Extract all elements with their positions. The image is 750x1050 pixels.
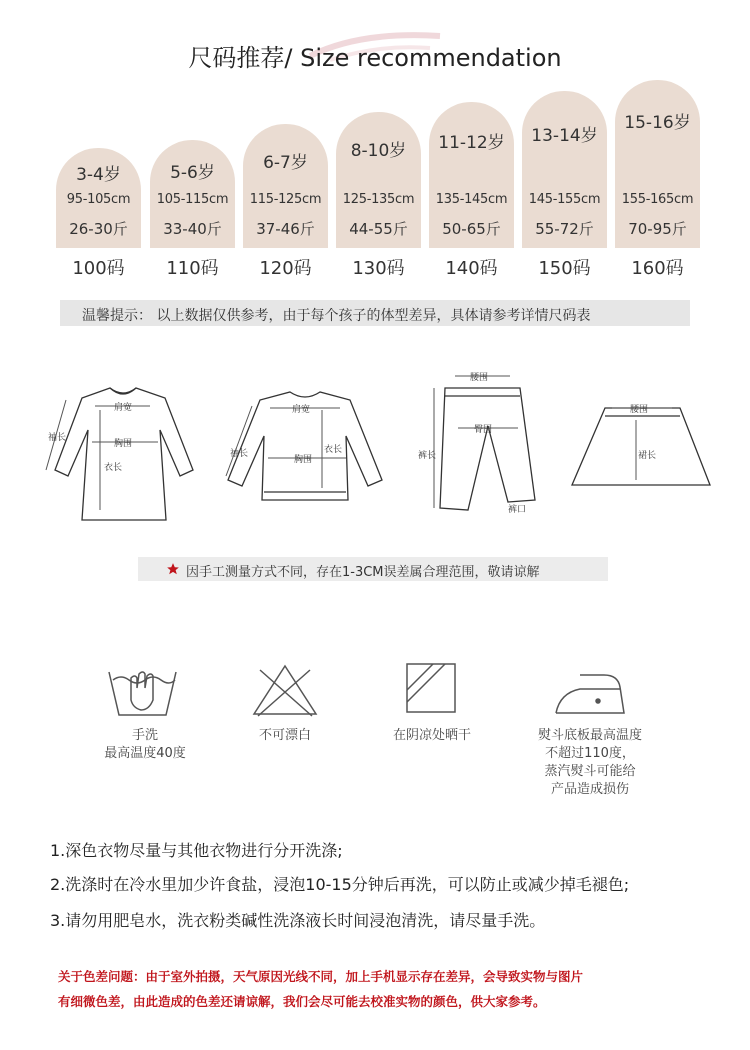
label-chest: 胸围 xyxy=(114,439,133,449)
size-code: 160码 xyxy=(631,258,684,279)
size-card xyxy=(522,91,607,248)
size-height: 155-165cm xyxy=(621,192,694,207)
size-weight: 70-95斤 xyxy=(628,220,687,238)
size-code: 100码 xyxy=(72,258,125,279)
garment-diagrams xyxy=(0,370,750,530)
care-label xyxy=(372,727,492,745)
tip-bar xyxy=(60,300,690,326)
label-hip: 臀围 xyxy=(474,425,493,435)
size-code: 140码 xyxy=(445,258,498,279)
label-sleeve: 袖长 xyxy=(230,449,249,459)
size-height: 95-105cm xyxy=(66,192,131,207)
care-label xyxy=(520,727,660,799)
label-pant-length: 裤长 xyxy=(418,451,437,461)
care-label-line: 不超过110度， xyxy=(545,746,635,761)
pants-diagram-icon xyxy=(440,388,535,510)
color-disclaimer-line: 关于色差问题：由于室外拍摄，天气原因光线不同，加上手机显示存在差异，会导致实物与图片 xyxy=(58,969,584,984)
size-weight: 44-55斤 xyxy=(349,220,408,238)
size-age: 3-4岁 xyxy=(76,165,121,185)
size-weight: 37-46斤 xyxy=(256,220,315,238)
care-label-line: 手洗 xyxy=(131,728,158,743)
label-leg-opening: 裤口 xyxy=(508,505,527,515)
care-label xyxy=(225,727,345,745)
size-weight: 55-72斤 xyxy=(535,220,594,238)
size-age: 6-7岁 xyxy=(263,153,308,173)
care-label-line: 熨斗底板最高温度 xyxy=(537,728,642,743)
label-skirt-length: 裙长 xyxy=(638,451,657,461)
iron-icon xyxy=(550,665,630,720)
size-code: 120码 xyxy=(259,258,312,279)
measurement-warning xyxy=(138,557,608,581)
label-length: 衣长 xyxy=(104,463,123,473)
size-weight: 33-40斤 xyxy=(163,220,222,238)
size-card xyxy=(243,124,328,248)
size-card xyxy=(615,80,700,248)
size-code: 110码 xyxy=(166,258,219,279)
care-label xyxy=(80,727,210,763)
size-height: 135-145cm xyxy=(435,192,508,207)
size-height: 125-135cm xyxy=(342,192,415,207)
size-code: 130码 xyxy=(352,258,405,279)
care-note: 3.请勿用肥皂水，洗衣粉类碱性洗涤液长时间浸泡清洗，请尽量手洗。 xyxy=(50,911,546,930)
label-shoulder: 肩宽 xyxy=(292,405,311,415)
warning-text: 因手工测量方式不同，存在1-3CM误差属合理范围，敬请谅解 xyxy=(186,565,540,580)
label-length: 衣长 xyxy=(324,445,343,455)
size-age: 5-6岁 xyxy=(170,163,215,183)
label-waist: 腰围 xyxy=(470,373,489,383)
size-code: 150码 xyxy=(538,258,591,279)
care-label-line: 在阴凉处晒干 xyxy=(392,728,471,743)
care-label-line: 蒸汽熨斗可能给 xyxy=(544,764,636,779)
size-height: 145-155cm xyxy=(528,192,601,207)
color-disclaimer-line: 有细微色差，由此造成的色差还请谅解，我们会尽可能去校准实物的颜色，供大家参考。 xyxy=(58,994,546,1009)
size-chart xyxy=(55,0,705,290)
care-label-line: 最高温度40度 xyxy=(104,746,186,761)
star-icon xyxy=(166,562,180,576)
size-weight: 26-30斤 xyxy=(69,220,128,238)
size-card xyxy=(429,102,514,248)
size-height: 115-125cm xyxy=(249,192,322,207)
care-note: 2.洗涤时在冷水里加少许食盐，浸泡10-15分钟后再洗，可以防止或减少掉毛褪色; xyxy=(50,875,630,894)
label-sleeve: 袖长 xyxy=(48,433,67,443)
tip-text: 温馨提示： 以上数据仅供参考，由于每个孩子的体型差异，具体请参考详情尺码表 xyxy=(82,308,591,324)
label-shoulder: 肩宽 xyxy=(114,403,133,413)
skirt-diagram-icon xyxy=(572,408,710,485)
care-note: 1.深色衣物尽量与其他衣物进行分开洗涤; xyxy=(50,841,343,860)
size-age: 13-14岁 xyxy=(531,126,598,146)
size-card xyxy=(336,112,421,248)
size-age: 8-10岁 xyxy=(350,141,407,161)
care-label-line: 不可漂白 xyxy=(258,728,311,743)
size-age: 15-16岁 xyxy=(624,113,691,133)
size-card xyxy=(150,140,235,248)
size-card xyxy=(56,148,141,248)
label-chest: 胸围 xyxy=(294,455,313,465)
hand-wash-icon xyxy=(105,660,180,720)
label-waist: 腰围 xyxy=(630,405,649,415)
size-age: 11-12岁 xyxy=(438,133,505,153)
dry-shade-icon xyxy=(405,662,457,714)
size-weight: 50-65斤 xyxy=(442,220,501,238)
size-height: 105-115cm xyxy=(156,192,229,207)
care-label-line: 产品造成损伤 xyxy=(550,782,629,797)
no-bleach-icon xyxy=(250,662,320,718)
title-text: 尺码推荐/ Size recommendation xyxy=(188,44,562,72)
